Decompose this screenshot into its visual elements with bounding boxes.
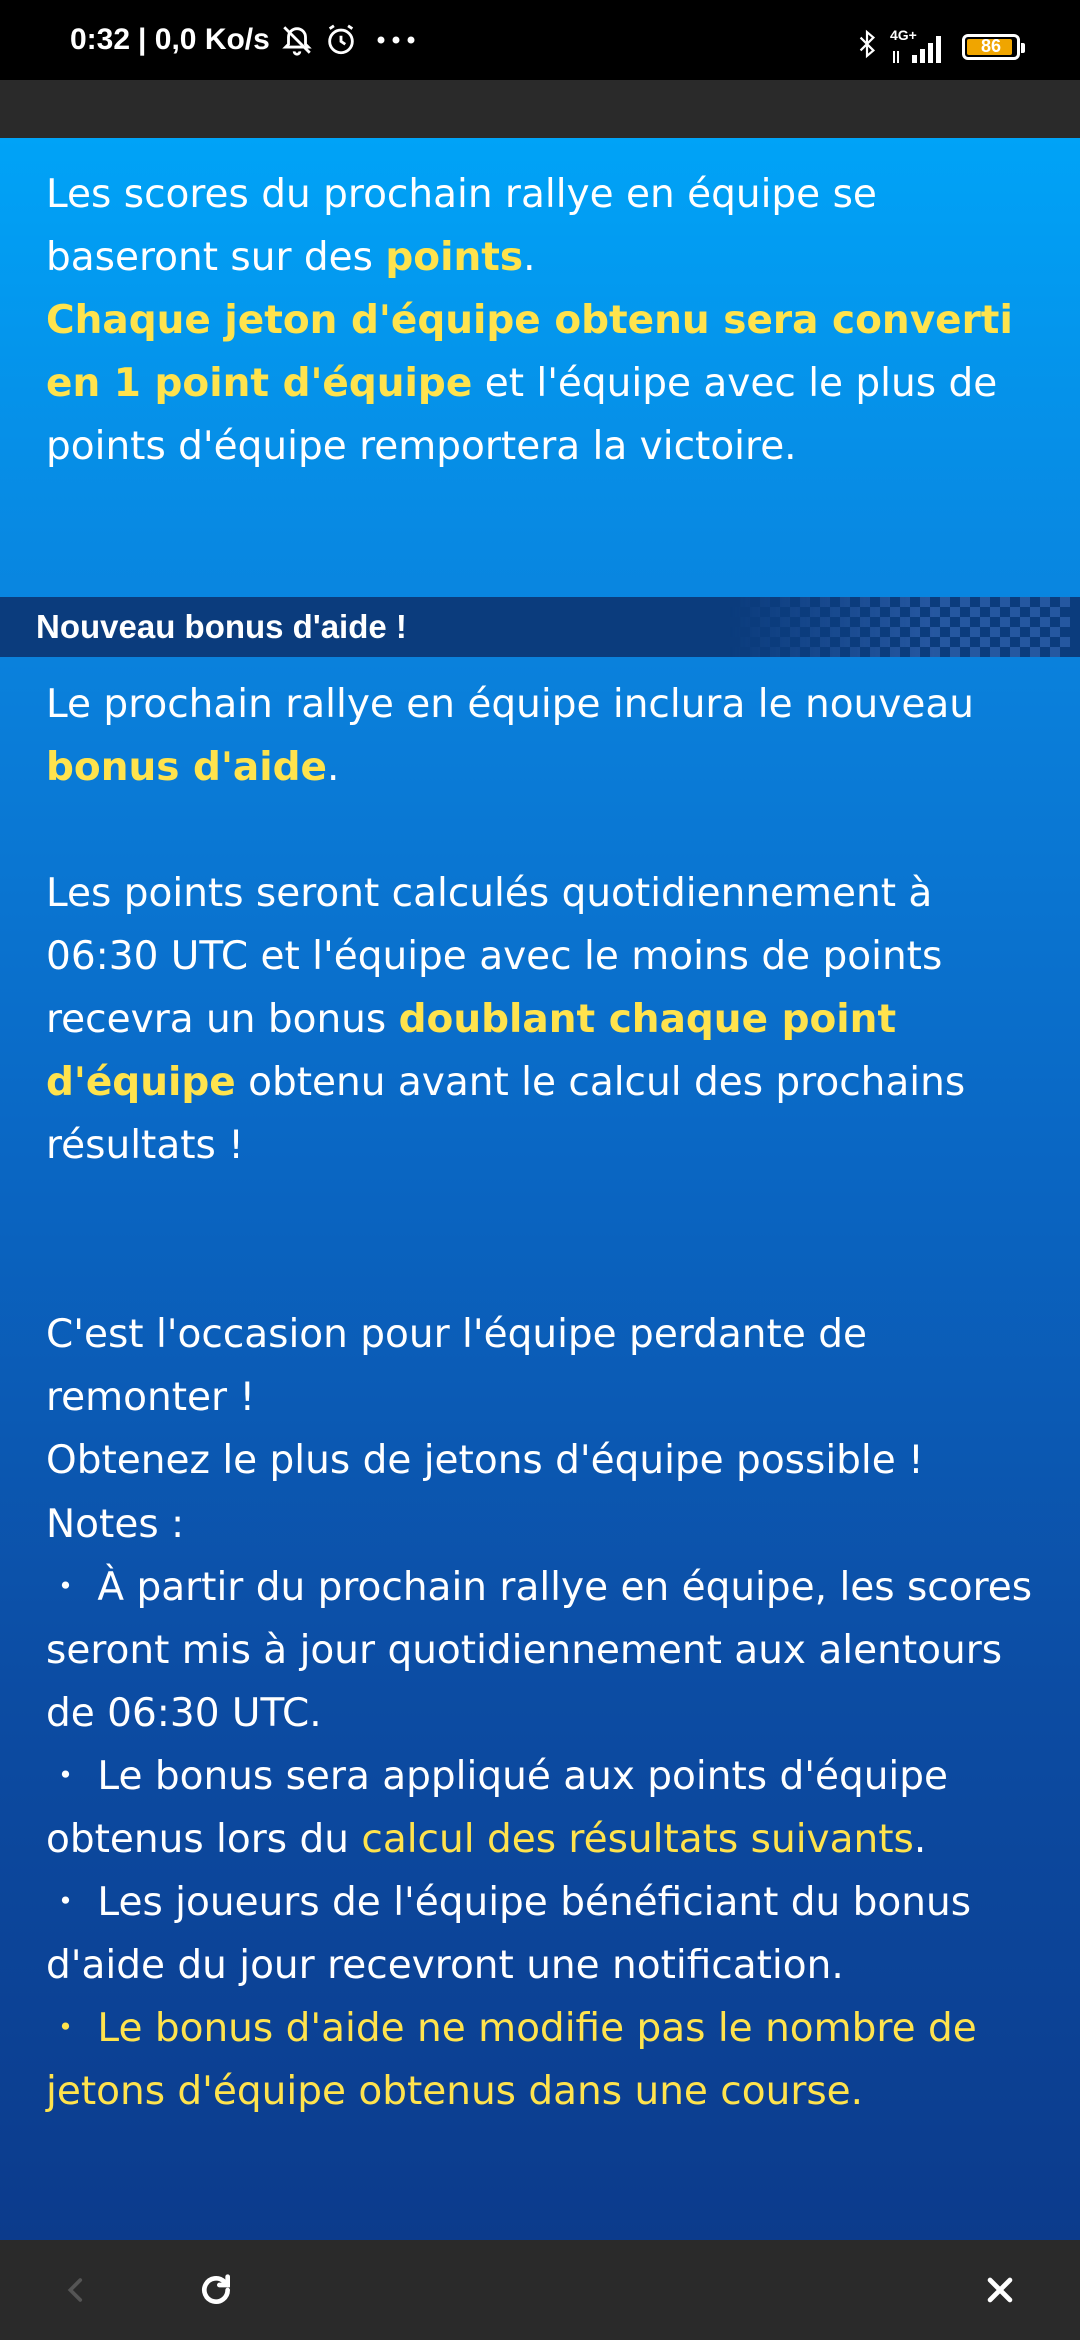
battery-level: 86 [980, 36, 1002, 56]
intro-period: . [523, 235, 536, 280]
bullet-icon: ・ [46, 1754, 86, 1799]
note-2-text: Le bonus sera appliqué aux points d'équipe obtenus lors du [46, 1754, 949, 1862]
intro-rest: et l'équipe avec le plus de points d'équipe remportera la victoire. [46, 361, 998, 469]
bullet-icon: ・ [46, 1565, 86, 1610]
refresh-icon [196, 2270, 236, 2310]
alarm-icon [324, 23, 358, 57]
close-button[interactable] [960, 2240, 1040, 2340]
note-item-4 [46, 2006, 977, 2114]
muted-bell-icon [280, 23, 314, 57]
note-item-2 [46, 1754, 948, 1862]
double-highlight: doublant chaque point d'équipe [46, 997, 897, 1105]
note-4-text: Le bonus d'aide ne modifie pas le nombre de jetons d'équipe obtenus dans une course. [46, 2006, 977, 2114]
more-dots-icon [376, 35, 416, 45]
close-icon [983, 2273, 1017, 2307]
note-2-end: . [913, 1817, 927, 1862]
network-speed: | 0,0 Ko/s [138, 23, 270, 56]
status-time: 0:32 [70, 23, 131, 56]
intro-text: Les scores du prochain rallye en équipe se baseront sur des [46, 172, 877, 280]
bullet-icon: ・ [46, 2006, 86, 2051]
top-strip [0, 80, 1080, 138]
bonus-highlight: bonus d'aide [46, 745, 327, 790]
calc-text: Les points seront calculés quotidiennement à 06:30 UTC et l'équipe avec le moins de points recevra un bonus [46, 871, 943, 1042]
bluetooth-icon [856, 28, 878, 65]
back-arrow-icon [59, 2270, 93, 2310]
signal-icon [890, 26, 950, 63]
checker-pattern [730, 597, 1070, 657]
section-header [0, 597, 1080, 657]
note-item-3 [46, 1880, 971, 1988]
bonus-intro-end: . [326, 745, 340, 790]
status-left [70, 0, 416, 90]
refresh-button[interactable] [176, 2240, 256, 2340]
network-type-label: 4G+ [890, 26, 917, 43]
note-1-text: À partir du prochain rallye en équipe, les scores seront mis à jour quotidiennement aux alentours de 06:30 UTC. [46, 1565, 1033, 1736]
notes-title: Notes : [46, 1502, 185, 1547]
calc-rest: obtenu avant le calcul des prochains résultats ! [46, 1060, 966, 1168]
calc-paragraph [46, 862, 1056, 1177]
conversion-highlight: Chaque jeton d'équipe obtenu sera converti en 1 point d'équipe [46, 298, 1013, 406]
note-3-text: Les joueurs de l'équipe bénéficiant du bonus d'aide du jour recevront une notification. [46, 1880, 972, 1988]
occasion-line2: Obtenez le plus de jetons d'équipe possible ! [46, 1438, 924, 1483]
status-bar [0, 0, 1080, 80]
status-right [856, 28, 1020, 65]
content-area[interactable] [0, 138, 1080, 2240]
bonus-intro-paragraph [46, 673, 1056, 799]
battery-icon [962, 34, 1020, 60]
bottom-nav [0, 2240, 1080, 2340]
bonus-intro-text: Le prochain rallye en équipe inclura le nouveau [46, 682, 974, 727]
intro-paragraph [46, 163, 1056, 478]
bullet-icon: ・ [46, 1880, 86, 1925]
section-title: Nouveau bonus d'aide ! [36, 608, 407, 645]
note-2-highlight: calcul des résultats suivants [361, 1817, 914, 1862]
note-item-1 [46, 1565, 1032, 1736]
notes-paragraph [46, 1493, 1056, 2123]
occasion-paragraph [46, 1303, 1056, 1492]
back-button[interactable] [36, 2240, 116, 2340]
points-highlight: points [385, 235, 524, 280]
occasion-line1: C'est l'occasion pour l'équipe perdante de remonter ! [46, 1312, 867, 1420]
